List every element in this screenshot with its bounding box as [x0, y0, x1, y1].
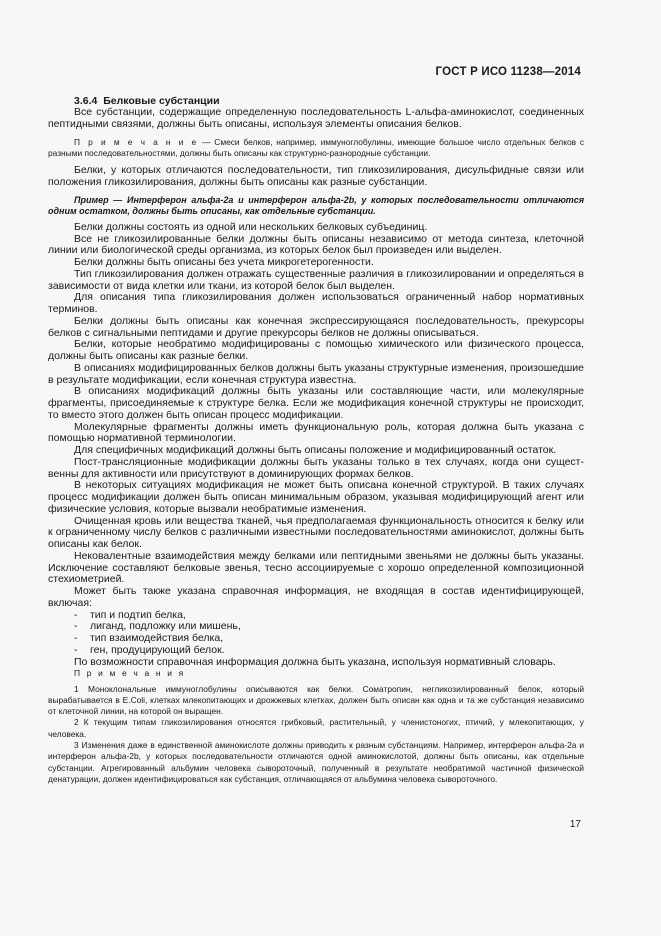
note-item: 3 Изменения даже в единственной аминокислоте должны приводить к разным субстанциям. Например, интерферон альфа-2a и интерферон альфа-2b, у которых последовательности отличаются одной аминокислотой, должны быть описаны, как отдельные субстанции. Агрегированный альбумин человека сывороточный, полученный в результате необратимой частичной физической денатурации, должен идентифицироваться как субстанция, отличающаяся от альбумина человека сывороточного.	[48, 740, 584, 784]
paragraph: Для специфичных модификаций должны быть описаны положение и модифицированный остаток.	[74, 444, 557, 457]
paragraph: Все субстанции, содержащие определенную последовательность L-альфа-аминокислот, соединенных пептидными связями, должны быть описаны, используя элементы описания белков.	[48, 106, 584, 130]
list-item: - тип и подтип белка,	[74, 608, 186, 621]
note	[48, 137, 584, 160]
paragraph-group	[48, 222, 584, 610]
notes-heading: П р и м е ч а н и я	[74, 668, 186, 679]
paragraph: Для описания типа гликозилирования должен использоваться ограниченный набор нормативных терминов.	[48, 291, 584, 316]
paragraph: Белки должны быть описаны как конечная экспрессирующаяся последовательность, прекурсоры белков с сигнальными пептидами и другие прекурсоры белков не должны описываться.	[48, 314, 584, 339]
paragraph: Молекулярные фрагменты должны иметь функциональную роль, которая должна быть указана с помощью нормативной терминологии.	[48, 420, 584, 445]
paragraph: Белки должны быть описаны без учета микрогетерогенности.	[74, 256, 374, 269]
list-item: - лиганд, подложку или мишень,	[74, 620, 241, 633]
paragraph: Все не гликозилированные белки должны быть описаны независимо от метода синтеза, клеточной линии или биологической среды организма, из которых белок был произведен или выделен.	[48, 232, 584, 257]
paragraph: Нековалентные взаимодействия между белками или пептидными звеньями не должны быть указаны. Исключение составляют белковые звенья, тесно ассоциируемые с хорошо определенной композиционной стехиометрией.	[48, 549, 584, 586]
paragraph: Пост-трансляционные модификации должны быть указаны только в тех случаях, когда они существенны для активности или присутствуют в доминирующих формах белков.	[48, 455, 584, 480]
standard-designation: ГОСТ Р ИСО 11238—2014	[435, 66, 581, 78]
page-number: 17	[569, 819, 581, 830]
list-item: - тип взаимодействия белка,	[74, 632, 224, 645]
note-text: — Смеси белков, например, иммуноглобулины, имеющие большое число отдельных белков с разными последовательностями, должны быть описаны как структурно-разнородные субстанции.	[48, 136, 585, 158]
page-content	[48, 95, 584, 785]
paragraph: В описаниях модифицированных белков должны быть указаны структурные изменения, произошедшие в результате модификации, если конечная структура известна.	[48, 361, 584, 386]
paragraph: Белки, которые необратимо модифицированы с помощью химического или физического процесса, должны быть описаны как разные белки.	[48, 338, 584, 363]
paragraph: Белки, у которых отличаются последовательности, тип гликозилирования, дисульфидные связи или положения гликозилирования, должны быть описаны как разные субстанции.	[48, 164, 584, 188]
paragraph: По возможности справочная информация должна быть указана, используя нормативный словарь.	[74, 655, 556, 668]
paragraph: В некоторых ситуациях модификация не может быть описана конечной структурой. В таких случаях процесс модификации должен быть описан минимальным образом, указывая модифицирующий агент или физические условия, которые вызвали необратимые изменения.	[48, 479, 584, 515]
section-number: 3.6.4	[74, 95, 98, 107]
paragraph: В описаниях модификаций должны быть указаны или составляющие части, или молекулярные фрагменты, присоединяемые к структуре белка. Если же модификация конечной структуры не происходит, то вместо этого должен быть описан процесс модификации.	[48, 385, 584, 421]
example: Пример — Интерферон альфа-2a и интерферон альфа-2b, у которых последовательности отличаются одним остатком, должны быть описаны, как отдельные субстанции.	[48, 194, 584, 217]
info-list	[48, 610, 584, 657]
note-item: 1 Моноклональные иммуноглобулины описываются как белки. Соматропин, негликозилированный белок, который вырабатывается в E.Coli, клетках млекопитающих и дрожжевых клетках, должен быть описан как одна и та же субстанция независимо от клеточной линии, на которой он выращен.	[48, 683, 584, 717]
paragraph: Белки должны состоять из одной или нескольких белковых субъединиц.	[74, 220, 428, 233]
paragraph: Может быть также указана справочная информация, не входящая в состав идентифицирующей, включая:	[48, 585, 584, 609]
list-item: - ген, продуцирующий белок.	[74, 643, 225, 656]
note-label: П р и м е ч а н и е	[74, 136, 199, 147]
paragraph: Очищенная кровь или вещества тканей, чья предполагаемая функциональность относится к белку или к ограниченному числу белков с различными известными последовательностями аминокислот, должны быть описаны как белок.	[48, 514, 584, 551]
note-item: 2 К текущим типам гликозилирования относятся грибковый, растительный, у членистоногих, птичий, у млекопитающих, у человека.	[48, 717, 584, 739]
section-title: Белковые субстанции	[103, 95, 220, 107]
paragraph: Тип гликозилирования должен отражать существенные различия в гликозилировании и определяться в зависимости от вида клетки или ткани, из которой белок был выделен.	[48, 267, 584, 292]
